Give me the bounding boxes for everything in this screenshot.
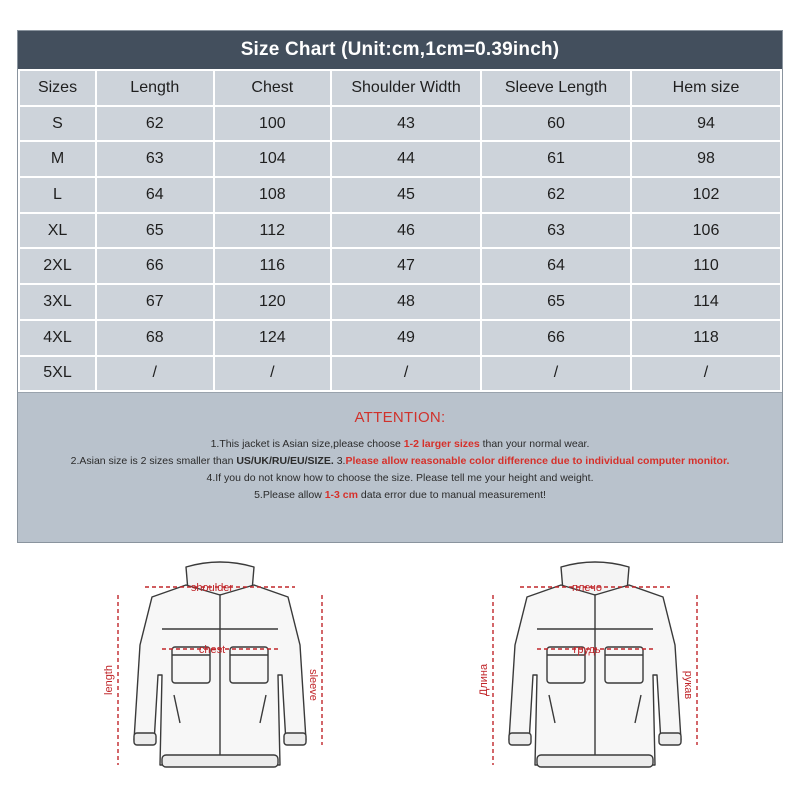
value-cell: 68: [97, 321, 213, 355]
attention-text: 1.This jacket is Asian size,please choose: [210, 438, 404, 451]
attention-line-1: [18, 436, 782, 453]
column-header: Sizes: [20, 71, 95, 105]
shoulder-label: плечо: [572, 582, 602, 594]
value-cell: 48: [332, 285, 480, 319]
value-cell: 64: [482, 249, 630, 283]
value-cell: 62: [97, 107, 213, 141]
value-cell: 98: [632, 142, 780, 176]
attention-line-3: 4.If you do not know how to choose the size. Please tell me your height and weight.: [206, 472, 594, 485]
column-header: Sleeve Length: [482, 71, 630, 105]
table-header-row: [20, 71, 780, 105]
size-cell: M: [20, 142, 95, 176]
attention-highlight: Please allow reasonable color difference due to individual computer monitor.: [345, 455, 730, 468]
value-cell: 106: [632, 214, 780, 248]
attention-text: 5.Please allow: [254, 489, 325, 502]
value-cell: 64: [97, 178, 213, 212]
value-cell: 116: [215, 249, 331, 283]
value-cell: 49: [332, 321, 480, 355]
value-cell: 124: [215, 321, 331, 355]
attention-text: 3.: [333, 455, 346, 468]
value-cell: 100: [215, 107, 331, 141]
value-cell: 104: [215, 142, 331, 176]
value-cell: 65: [97, 214, 213, 248]
value-cell: 118: [632, 321, 780, 355]
table-row: [20, 321, 780, 355]
value-cell: 66: [482, 321, 630, 355]
size-cell: XL: [20, 214, 95, 248]
value-cell: /: [215, 357, 331, 391]
value-cell: 108: [215, 178, 331, 212]
attention-panel: [18, 392, 782, 542]
table-row: [20, 214, 780, 248]
attention-text: 2.Asian size is 2 sizes smaller than: [70, 455, 237, 468]
jacket-illustration: [100, 555, 340, 795]
attention-line-4: [18, 487, 782, 504]
table-row: [20, 249, 780, 283]
value-cell: 67: [97, 285, 213, 319]
size-cell: 5XL: [20, 357, 95, 391]
column-header: Hem size: [632, 71, 780, 105]
value-cell: 60: [482, 107, 630, 141]
value-cell: /: [97, 357, 213, 391]
value-cell: /: [632, 357, 780, 391]
size-chart: [17, 30, 783, 543]
attention-highlight: 1-3 cm: [324, 489, 358, 502]
size-cell: 2XL: [20, 249, 95, 283]
table-body: [20, 107, 780, 391]
jacket-illustration: [475, 555, 715, 795]
value-cell: 114: [632, 285, 780, 319]
value-cell: 46: [332, 214, 480, 248]
value-cell: 66: [97, 249, 213, 283]
table-row: [20, 178, 780, 212]
chest-label: грудь: [573, 644, 601, 656]
value-cell: 63: [482, 214, 630, 248]
value-cell: 112: [215, 214, 331, 248]
value-cell: 102: [632, 178, 780, 212]
value-cell: 110: [632, 249, 780, 283]
attention-text: than your normal wear.: [479, 438, 590, 451]
attention-bold: US/UK/RU/EU/SIZE.: [236, 455, 334, 468]
value-cell: 62: [482, 178, 630, 212]
table-row: [20, 107, 780, 141]
attention-highlight: 1-2 larger sizes: [403, 438, 480, 451]
length-label: Длина: [478, 663, 490, 697]
column-header: Length: [97, 71, 213, 105]
attention-title: ATTENTION:: [354, 409, 446, 427]
value-cell: 44: [332, 142, 480, 176]
jacket-diagram-english: [100, 555, 340, 795]
table-row: [20, 142, 780, 176]
column-header: Shoulder Width: [332, 71, 480, 105]
table-row: [20, 285, 780, 319]
value-cell: 120: [215, 285, 331, 319]
sleeve-label: рукав: [682, 670, 694, 700]
size-cell: 3XL: [20, 285, 95, 319]
value-cell: 61: [482, 142, 630, 176]
shoulder-label: shoulder: [190, 582, 234, 594]
length-label: length: [103, 665, 115, 695]
value-cell: 94: [632, 107, 780, 141]
column-header: Chest: [215, 71, 331, 105]
size-cell: 4XL: [20, 321, 95, 355]
table-row: [20, 357, 780, 391]
size-cell: S: [20, 107, 95, 141]
size-cell: L: [20, 178, 95, 212]
chest-label: chest: [198, 644, 226, 656]
value-cell: 43: [332, 107, 480, 141]
value-cell: /: [332, 357, 480, 391]
attention-text: data error due to manual measurement!: [357, 489, 546, 502]
value-cell: 45: [332, 178, 480, 212]
value-cell: 63: [97, 142, 213, 176]
size-chart-title: Size Chart (Unit:cm,1cm=0.39inch): [18, 31, 782, 69]
value-cell: 65: [482, 285, 630, 319]
sleeve-label: sleeve: [307, 669, 319, 701]
value-cell: 47: [332, 249, 480, 283]
size-table: [18, 69, 782, 392]
jacket-diagram-russian: [475, 555, 715, 795]
attention-line-2: [18, 453, 782, 470]
value-cell: /: [482, 357, 630, 391]
